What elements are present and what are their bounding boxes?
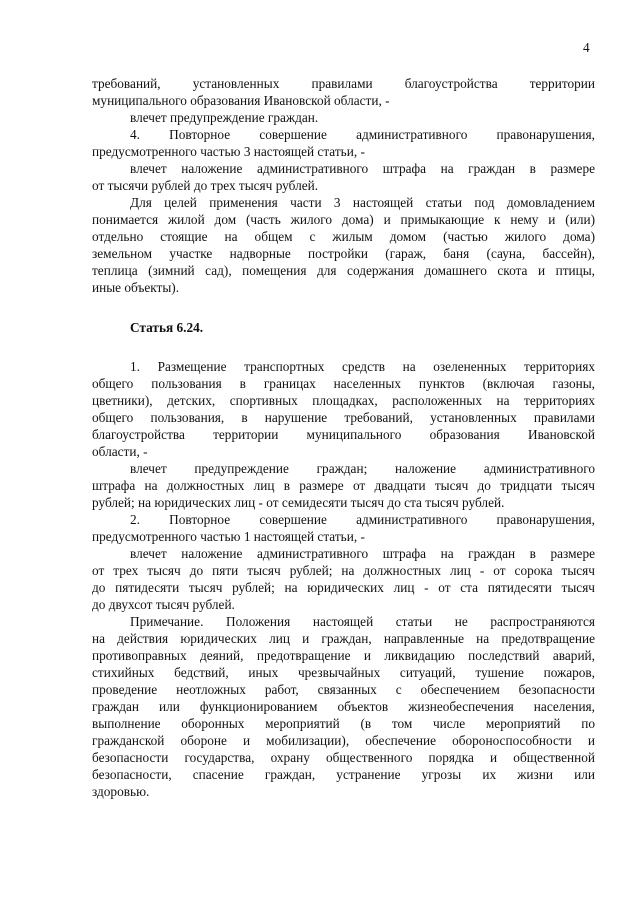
text-line: влечет предупреждение граждан. <box>130 110 319 125</box>
text-line: Для целей применения части 3 настоящей статьи под домовладением <box>130 195 595 210</box>
text-line: на действия юридических лиц и граждан, направленные на предотвращение <box>92 631 595 646</box>
text-line: 2. Повторное совершение административного правонарушения, <box>130 512 595 527</box>
text-line: общего пользования в границах населенных пунктов (включая газоны, <box>92 376 595 391</box>
text-line: муниципального образования Ивановской области, - <box>92 93 390 108</box>
text-line: Примечание. Положения настоящей статьи не распространяются <box>130 614 595 629</box>
text-line: до пятидесяти тысяч рублей; на юридических лиц - от ста пятидесяти тысяч <box>92 580 595 595</box>
text-line: от тысячи рублей до трех тысяч рублей. <box>92 178 319 193</box>
text-line: предусмотренного частью 3 настоящей статьи, - <box>92 144 365 159</box>
text-line: граждан или функционированием объектов жизнеобеспечения населения, <box>92 699 595 714</box>
text-line: стихийных бедствий, иных чрезвычайных ситуаций, тушение пожаров, <box>92 665 595 680</box>
text-line: общего пользования, в нарушение требований, установленных правилами <box>92 410 595 425</box>
text-line: 4. Повторное совершение административного правонарушения, <box>130 127 595 142</box>
text-line: требований, установленных правилами благоустройства территории <box>92 76 595 91</box>
text-line: от трех тысяч до пяти тысяч рублей; на должностных лиц - от сорока тысяч <box>92 563 595 578</box>
text-line: влечет наложение административного штрафа на граждан в размере <box>130 546 595 561</box>
text-line: земельном участке надворные постройки (гараж, баня (сауна, бассейн), <box>92 246 595 261</box>
text-line: влечет наложение административного штрафа на граждан в размере <box>130 161 595 176</box>
text-line: влечет предупреждение граждан; наложение административного <box>130 461 595 476</box>
text-line: предусмотренного частью 1 настоящей статьи, - <box>92 529 365 544</box>
text-line: иные объекты). <box>92 280 180 295</box>
text-line: теплица (зимний сад), помещения для содержания домашнего скота и птицы, <box>92 263 595 278</box>
article-title: Статья 6.24. <box>130 320 204 335</box>
text-line: отдельно стоящие на общем с жилым домом (частью жилого дома) <box>92 229 595 244</box>
text-line: области, - <box>92 444 148 459</box>
text-line: гражданской обороне и мобилизации), обеспечение обороноспособности и <box>92 733 595 748</box>
page-number: 4 <box>583 40 590 55</box>
text-line: штрафа на должностных лиц в размере от двадцати тысяч до тридцати тысяч <box>92 478 595 493</box>
text-line: выполнение оборонных мероприятий (в том числе мероприятий по <box>92 716 595 731</box>
text-line: противоправных деяний, предотвращение и ликвидацию последствий аварий, <box>92 648 595 663</box>
text-line: благоустройства территории муниципального образования Ивановской <box>92 427 595 442</box>
text-line: безопасности государства, охрану общественного порядка и общественной <box>92 750 595 765</box>
text-line: 1. Размещение транспортных средств на озелененных территориях <box>130 359 595 374</box>
text-line: проведение неотложных работ, связанных с обеспечением безопасности <box>92 682 595 697</box>
text-line: понимается жилой дом (часть жилого дома) и примыкающие к нему и (или) <box>92 212 595 227</box>
text-line: рублей; на юридических лиц - от семидесяти тысяч до ста тысяч рублей. <box>92 495 505 510</box>
text-line: безопасности, спасение граждан, устранение угрозы их жизни или <box>92 767 595 782</box>
text-line: до двухсот тысяч рублей. <box>92 597 235 612</box>
text-line: цветники), детских, спортивных площадках, расположенных на территориях <box>92 393 595 408</box>
text-line: здоровью. <box>92 784 150 799</box>
